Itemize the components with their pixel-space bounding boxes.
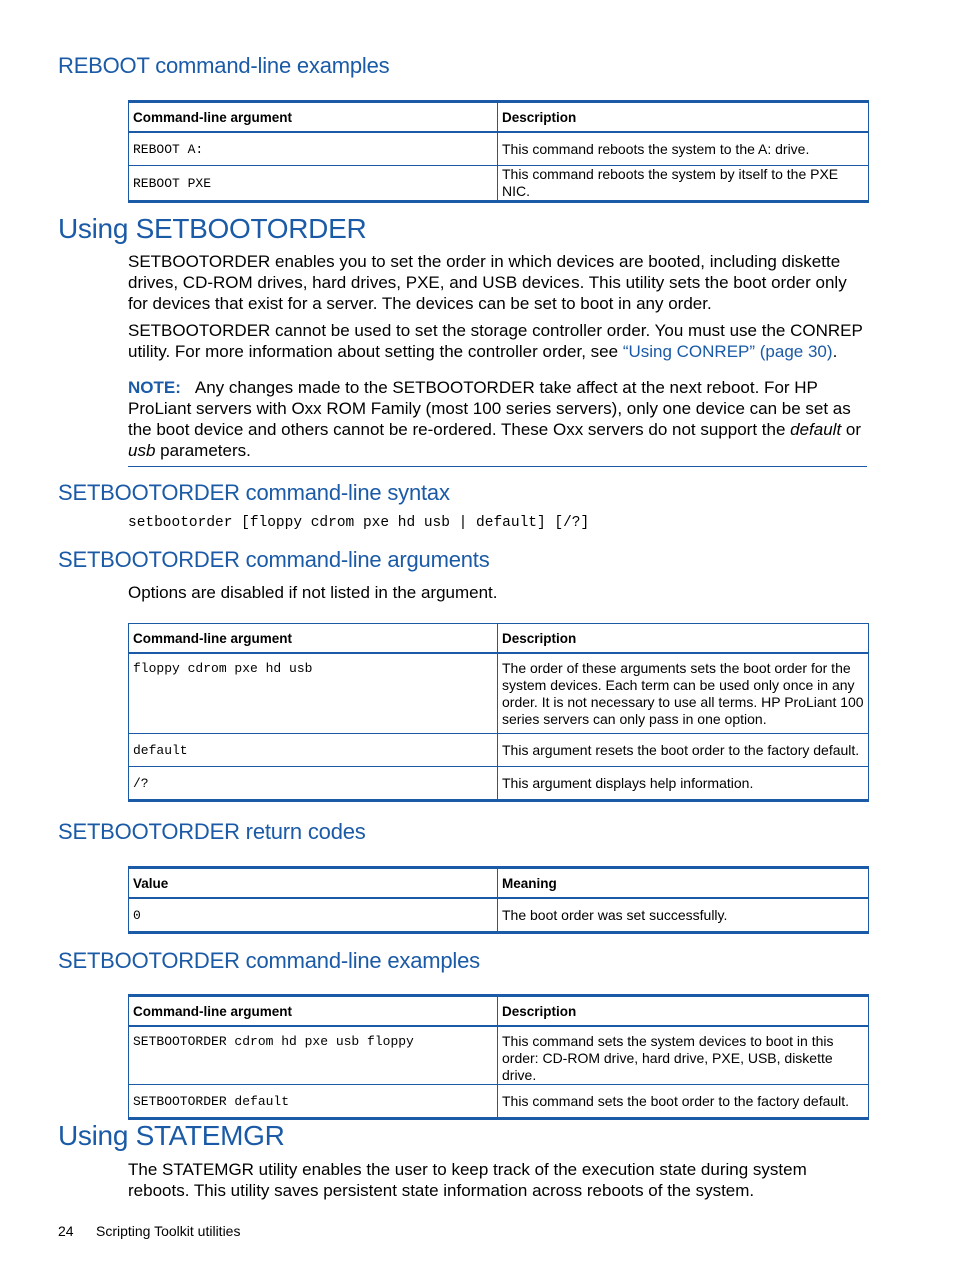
footer-section-title: Scripting Toolkit utilities	[96, 1223, 241, 1239]
setbootorder-examples-table	[128, 994, 869, 1120]
command-cell: REBOOT PXE	[129, 166, 498, 202]
table-header-row	[129, 102, 869, 133]
command-cell: SETBOOTORDER cdrom hd pxe usb floppy	[129, 1026, 498, 1085]
description-cell: The order of these arguments sets the boot order for the system devices. Each term can be used only once in any order. It is not necessary to use all terms. HP ProLiant 100 series servers can only pass in one option.	[498, 653, 869, 734]
syntax-code: setbootorder [floppy cdrom pxe hd usb | default] [/?]	[128, 515, 590, 531]
meaning-cell: The boot order was set successfully.	[498, 898, 869, 933]
table-row	[129, 1085, 869, 1119]
table-row	[129, 132, 869, 166]
argument-cell: floppy cdrom pxe hd usb	[129, 653, 498, 734]
table-row	[129, 653, 869, 734]
reboot-examples-table	[128, 100, 869, 203]
page-heading-using-statemgr: Using STATEMGR	[58, 1120, 285, 1151]
table-row	[129, 898, 869, 933]
arguments-table	[128, 623, 869, 802]
setbootorder-intro-paragraph: SETBOOTORDER enables you to set the order in which devices are booted, including diskette drives, CD-ROM drives, hard drives, PXE, and USB devices. This utility sets the boot order only for devices that exist for a server. The devices can be set to boot in any order.	[128, 252, 847, 313]
table-header-row	[129, 868, 869, 899]
statemgr-paragraph: The STATEMGR utility enables the user to keep track of the execution state during system reboots. This utility saves persistent state information across reboots of the system.	[128, 1160, 807, 1200]
section-heading-reboot-examples: REBOOT command-line examples	[58, 53, 390, 78]
table-header-row	[129, 624, 869, 654]
table-row	[129, 166, 869, 202]
argument-cell: /?	[129, 767, 498, 801]
conrep-page-link[interactable]: “Using CONREP” (page 30)	[622, 342, 833, 361]
description-cell: This command reboots the system to the A: drive.	[498, 132, 869, 166]
description-cell: This command sets the boot order to the factory default.	[498, 1085, 869, 1119]
section-heading-arguments: SETBOOTORDER command-line arguments	[58, 547, 490, 572]
table-row	[129, 734, 869, 767]
description-cell: This argument resets the boot order to the factory default.	[498, 734, 869, 767]
setbootorder-note: NOTE: Any changes made to the SETBOOTORDER take affect at the next reboot. For HP ProLiant servers with Oxx ROM Family (most 100 series servers), only one device can be set as the boot device and others cannot be re-ordered. These Oxx servers do not support the default or usb parameters.	[128, 378, 862, 460]
page-number: 24	[58, 1223, 74, 1239]
column-header: Command-line argument	[129, 996, 498, 1027]
command-cell: REBOOT A:	[129, 132, 498, 166]
page-heading-using-setbootorder: Using SETBOOTORDER	[58, 213, 367, 244]
arguments-intro: Options are disabled if not listed in the argument.	[128, 583, 498, 602]
table-row	[129, 1026, 869, 1085]
setbootorder-controller-paragraph: SETBOOTORDER cannot be used to set the storage controller order. You must use the CONREP utility. For more information about setting the controller order, see “Using CONREP” (page 30).	[128, 321, 863, 361]
value-cell: 0	[129, 898, 498, 933]
description-cell: This argument displays help information.	[498, 767, 869, 801]
note-divider	[128, 466, 867, 467]
column-header: Description	[498, 102, 869, 133]
return-codes-table	[128, 866, 869, 934]
column-header: Value	[129, 868, 498, 899]
section-heading-syntax: SETBOOTORDER command-line syntax	[58, 480, 450, 505]
column-header: Command-line argument	[129, 624, 498, 654]
section-heading-setbootorder-examples: SETBOOTORDER command-line examples	[58, 948, 480, 973]
description-cell: This command sets the system devices to boot in this order: CD-ROM drive, hard drive, PXE, USB, diskette drive.	[498, 1026, 869, 1085]
note-label: NOTE:	[128, 378, 181, 397]
argument-cell: default	[129, 734, 498, 767]
column-header: Command-line argument	[129, 102, 498, 133]
table-header-row	[129, 996, 869, 1027]
column-header: Description	[498, 996, 869, 1027]
column-header: Description	[498, 624, 869, 654]
table-row	[129, 767, 869, 801]
section-heading-return-codes: SETBOOTORDER return codes	[58, 819, 366, 844]
command-cell: SETBOOTORDER default	[129, 1085, 498, 1119]
column-header: Meaning	[498, 868, 869, 899]
description-cell: This command reboots the system by itself to the PXE NIC.	[498, 166, 869, 202]
